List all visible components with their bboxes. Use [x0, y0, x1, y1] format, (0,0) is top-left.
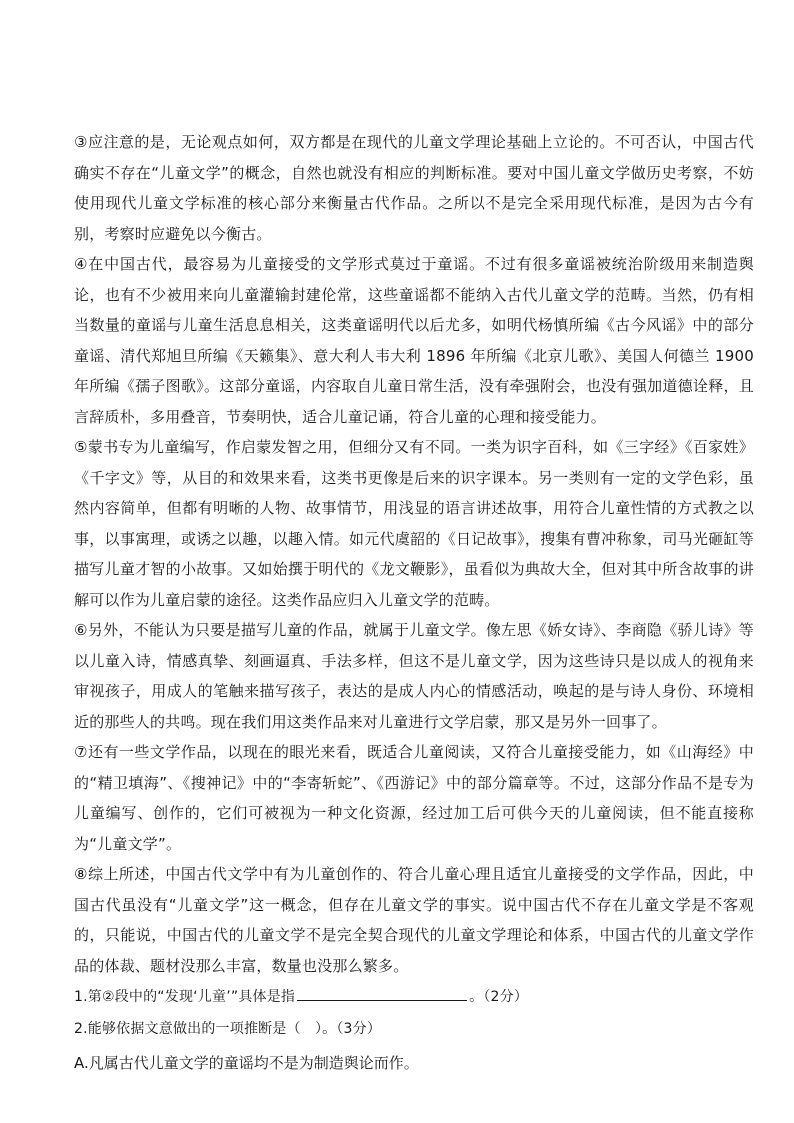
paragraph-3: ③应注意的是，无论观点如何，双方都是在现代的儿童文学理论基础上立论的。不可否认，中国古代确实不存在“儿童文学”的概念，自然也就没有相应的判断标准。要对中国儿童文学做历史考察，不妨使用现代儿童文学标准的核心部分来衡量古代作品。之所以不是完全采用现代标准，是因为古今有别，考察时应避免以今衡古。 — [74, 133, 754, 243]
paragraph-8: ⑧综上所述，中国古代文学中有为儿童创作的、符合儿童心理且适宜儿童接受的文学作品，因此，中国古代虽没有“儿童文学”这一概念，但存在儿童文学的事实。说中国古代不存在儿童文学是不客观的，只能说，中国古代的儿童文学不是完全契合现代的儿童文学理论和体系，中国古代的儿童文学作品的体裁、题材没那么丰富，数量也没那么繁多。 — [74, 865, 754, 975]
question-2: 2.能够依据文意做出的一项推断是（ ）。（3分） — [74, 1021, 382, 1037]
question-1-text: 1.第②段中的“发现‘儿童’”具体是指 — [74, 989, 296, 1005]
paragraph-7: ⑦还有一些文学作品，以现在的眼光来看，既适合儿童阅读，又符合儿童接受能力，如《山海经》中的“精卫填海”、《搜神记》中的“李寄斩蛇”、《西游记》中的部分篇章等。不过，这部分作品不是专为儿童编写、创作的，它们可被视为一种文化资源，经过加工后可供今天的儿童阅读，但不能直接称为“儿童文学”。 — [74, 743, 754, 853]
paragraph-4: ④在中国古代，最容易为儿童接受的文学形式莫过于童谣。不过有很多童谣被统治阶级用来制造舆论，也有不少被用来向儿童灌输封建伦常，这些童谣都不能纳入古代儿童文学的范畴。当然，仍有相当数量的童谣与儿童生活息息相关，这类童谣明代以后尤多，如明代杨慎所编《古今风谣》中的部分童谣、清代郑旭旦所编《天籁集》、意大利人韦大利 1896 年所编《北京儿歌》、美国人何德兰 1900 年所编《孺子图歌》。这部分童谣，内容取自儿童日常生活，没有牵强附会，也没有强加道德诠释，且言辞质朴，多用叠音，节奏明快，适合儿童记诵，符合儿童的心理和接受能力。 — [74, 255, 754, 426]
question-1 — [74, 981, 754, 1013]
document-page — [74, 127, 754, 1081]
question-1-score: 。（2分） — [469, 989, 529, 1005]
answer-blank[interactable] — [297, 986, 467, 1001]
option-a: A.凡属古代儿童文学的童谣均不是为制造舆论而作。 — [74, 1054, 419, 1072]
paragraph-5: ⑤蒙书专为儿童编写，作启蒙发智之用，但细分又有不同。一类为识字百科，如《三字经》《百家姓》《千字文》等，从目的和效果来看，这类书更像是后来的识字课本。另一类则有一定的文学色彩，虽然内容简单，但都有明晰的人物、故事情节，用浅显的语言讲述故事，用符合儿童性情的方式教之以事，以事寓理，或诱之以趣，以趣入情。如元代虞韶的《日记故事》，搜集有曹冲称象，司马光砸缸等描写儿童才智的小故事。又如始撰于明代的《龙文鞭影》，虽看似为典故大全，但对其中所含故事的讲解可以作为儿童启蒙的途径。这类作品应归入儿童文学的范畴。 — [74, 438, 754, 609]
paragraph-6: ⑥另外，不能认为只要是描写儿童的作品，就属于儿童文学。像左思《娇女诗》、李商隐《骄儿诗》等以儿童入诗，情感真挚、刻画逼真、手法多样，但这不是儿童文学，因为这些诗只是以成人的视角来审视孩子，用成人的笔触来描写孩子，表达的是成人内心的情感活动，唤起的是与诗人身份、环境相近的那些人的共鸣。现在我们用这类作品来对儿童进行文学启蒙，那又是另外一回事了。 — [74, 621, 754, 731]
